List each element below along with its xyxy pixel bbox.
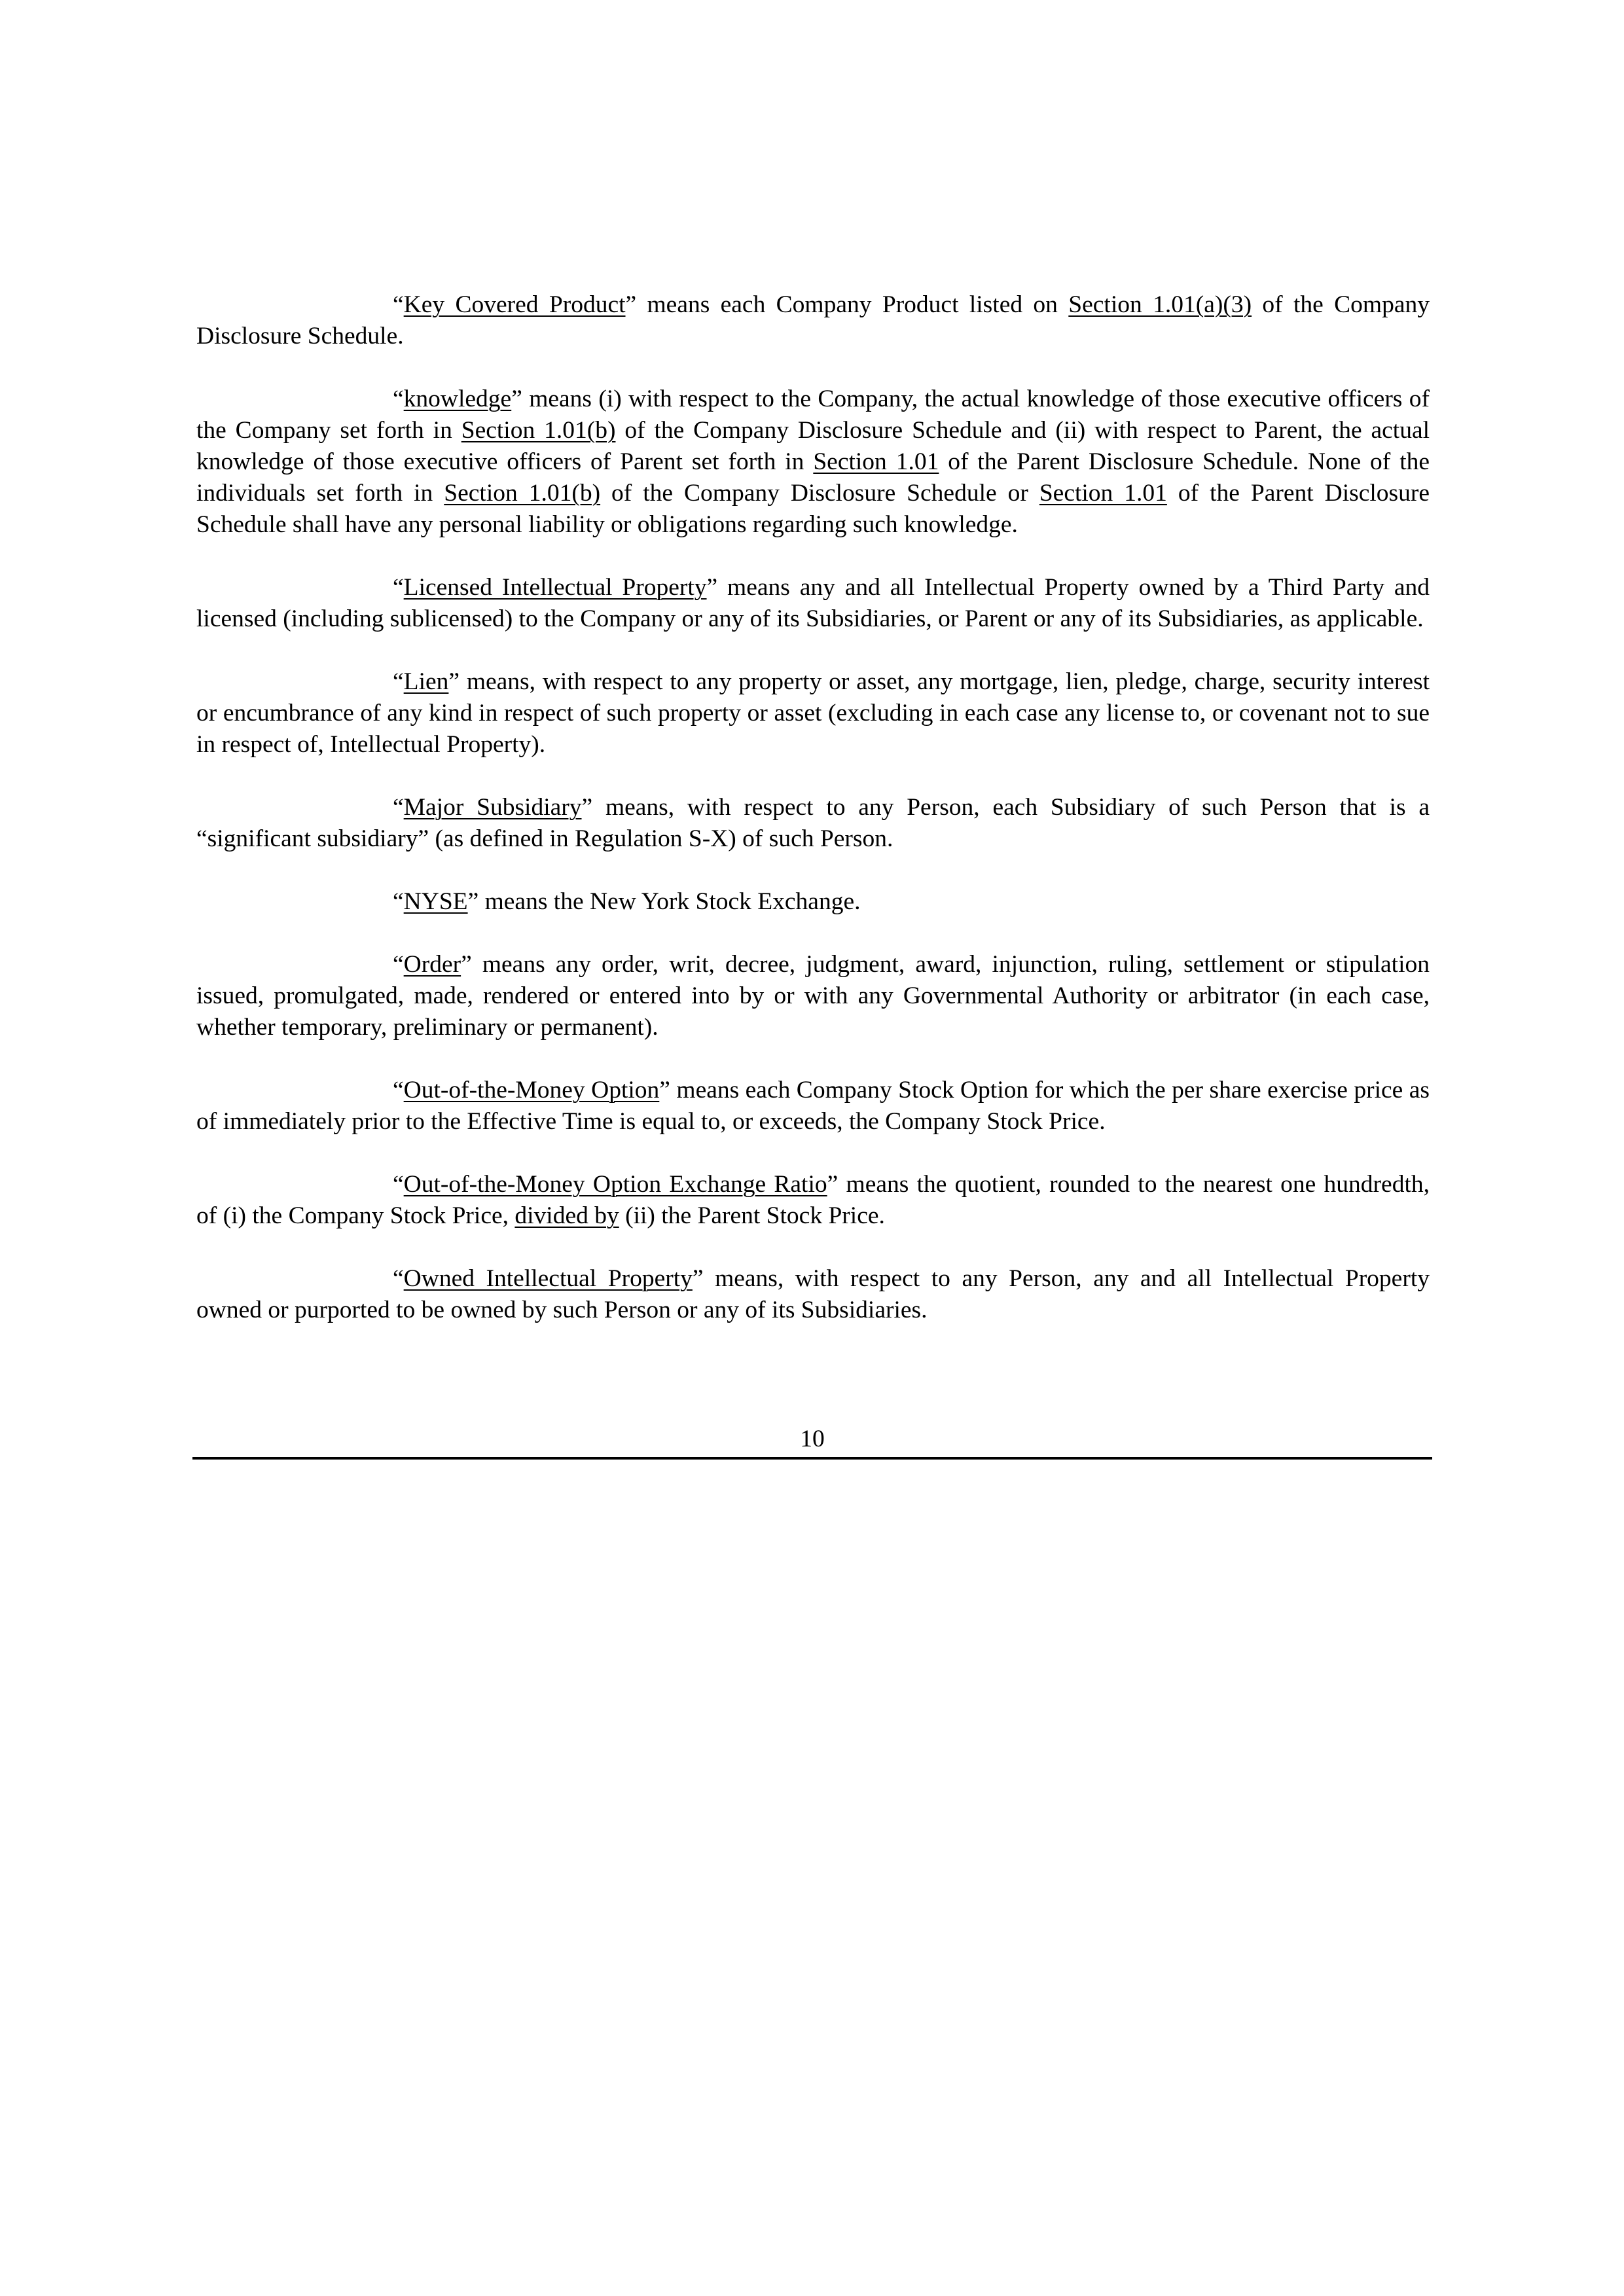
definition-major-subsidiary xyxy=(196,792,1430,855)
definition-text: “ xyxy=(393,1077,404,1103)
underlined-term: Order xyxy=(403,951,461,978)
definition-out-of-the-money-option-exchange-ratio xyxy=(196,1169,1430,1232)
underlined-term: Lien xyxy=(403,668,449,695)
definition-text: “ xyxy=(393,888,404,915)
definition-text: ” means, with respect to any Person, any and all Intellectual Property owned or purported to be owned by such Person or any of its Subsidiaries. xyxy=(196,1265,1430,1323)
definition-text: “ xyxy=(393,1265,404,1292)
definition-nyse xyxy=(196,886,1430,918)
footer-rule xyxy=(192,1457,1432,1460)
definition-text: “ xyxy=(393,668,404,695)
definition-text: of the Company Disclosure Schedule. xyxy=(196,291,1430,350)
underlined-term: Licensed Intellectual Property xyxy=(403,574,707,601)
definition-text: “ xyxy=(393,574,404,601)
definition-order xyxy=(196,949,1430,1043)
underlined-term: Owned Intellectual Property xyxy=(403,1265,693,1292)
definition-key-covered-product xyxy=(196,289,1430,352)
underlined-term: Out-of-the-Money Option Exchange Ratio xyxy=(403,1171,827,1198)
definition-lien xyxy=(196,666,1430,761)
definition-text: ” means each Company Product listed on xyxy=(625,291,1069,318)
definition-owned-intellectual-property xyxy=(196,1263,1430,1326)
underlined-term: Major Subsidiary xyxy=(403,794,582,821)
page-footer xyxy=(192,1424,1432,1460)
definition-text: of the Company Disclosure Schedule or xyxy=(600,480,1039,507)
definition-text: ” means, with respect to any property or asset, any mortgage, lien, pledge, charge, security interest or encumbrance of any kind in respect of such property or asset (excluding in each case any license to, or covenant not to sue in respect of, Intellectual Property). xyxy=(196,668,1430,758)
definition-text: “ xyxy=(393,1171,404,1198)
underlined-term: knowledge xyxy=(403,386,512,412)
underlined-term: Section 1.01 xyxy=(1039,480,1167,507)
definition-out-of-the-money-option xyxy=(196,1075,1430,1138)
definition-text: of the Company Disclosure Schedule and (ii) with respect to Parent, the actual knowledge of those executive officers of Parent set forth in xyxy=(196,417,1430,475)
definition-text: (ii) the Parent Stock Price. xyxy=(619,1202,885,1229)
definition-text: ” means each Company Stock Option for which the per share exercise price as of immediately prior to the Effective Time is equal to, or exceeds, the Company Stock Price. xyxy=(196,1077,1430,1135)
page-number: 10 xyxy=(800,1426,825,1452)
definition-text: ” means any and all Intellectual Property owned by a Third Party and licensed (including sublicensed) to the Company or any of its Subsidiaries, or Parent or any of its Subsidiaries, as applicable. xyxy=(196,574,1430,632)
definition-text: of the Parent Disclosure Schedule shall have any personal liability or obligations regarding such knowledge. xyxy=(196,480,1430,538)
definition-text: “ xyxy=(393,794,404,821)
definition-text: of the Parent Disclosure Schedule. None of the individuals set forth in xyxy=(196,448,1430,507)
underlined-term: Section 1.01(b) xyxy=(444,480,601,507)
definition-text: ” means the quotient, rounded to the nearest one hundredth, of (i) the Company Stock Price, xyxy=(196,1171,1430,1229)
definition-text: “ xyxy=(393,291,404,318)
definitions-body xyxy=(196,289,1430,1326)
definition-text: ” means any order, writ, decree, judgment, award, injunction, ruling, settlement or stipulation issued, promulgated, made, rendered or entered into by or with any Governmental Authority or arbitrator (in each case, whether temporary, preliminary or permanent). xyxy=(196,951,1430,1041)
underlined-term: Section 1.01(a)(3) xyxy=(1068,291,1252,318)
underlined-term: Key Covered Product xyxy=(403,291,626,318)
definition-text: “ xyxy=(393,951,404,978)
underlined-term: Section 1.01(b) xyxy=(461,417,616,444)
underlined-term: Out-of-the-Money Option xyxy=(403,1077,660,1103)
definition-text: ” means (i) with respect to the Company, the actual knowledge of those executive officers of the Company set forth in xyxy=(196,386,1430,444)
definition-text: “ xyxy=(393,386,404,412)
underlined-term: Section 1.01 xyxy=(813,448,939,475)
definition-text: ” means the New York Stock Exchange. xyxy=(467,888,861,915)
definition-licensed-intellectual-property xyxy=(196,572,1430,635)
underlined-term: divided by xyxy=(514,1202,619,1229)
underlined-term: NYSE xyxy=(403,888,468,915)
definition-text: ” means, with respect to any Person, each Subsidiary of such Person that is a “significant subsidiary” (as defined in Regulation S-X) of such Person. xyxy=(196,794,1430,852)
definition-knowledge xyxy=(196,384,1430,541)
